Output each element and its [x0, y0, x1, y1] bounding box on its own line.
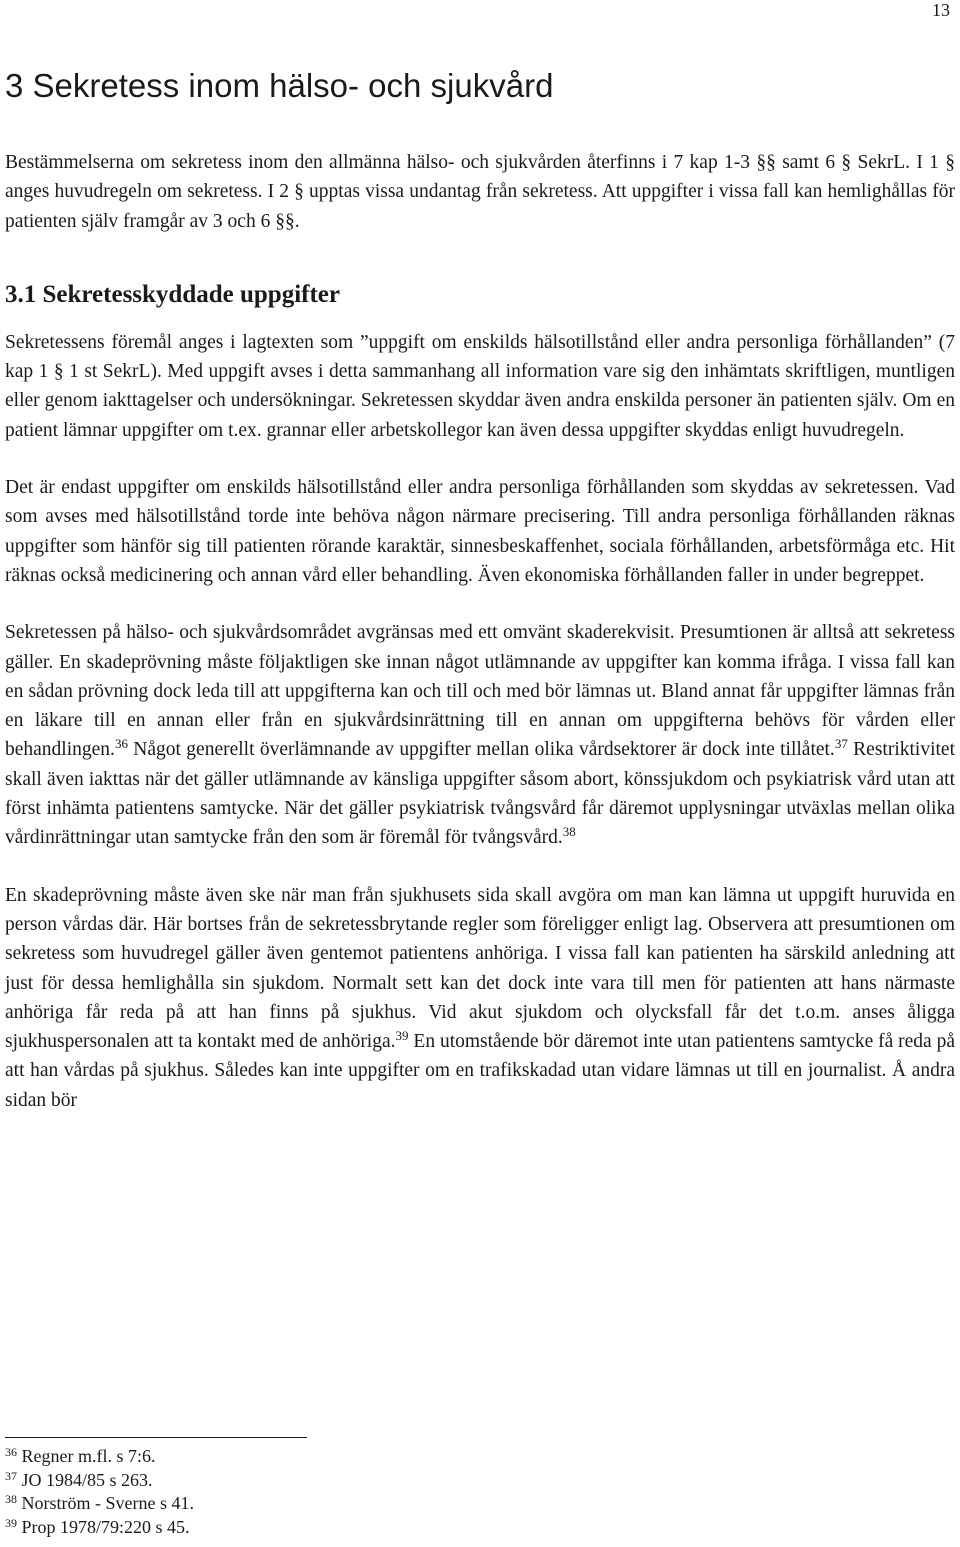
footnote-item	[5, 1516, 605, 1540]
intro-paragraph: Bestämmelserna om sekretess inom den allmänna hälso- och sjukvården återfinns i 7 kap 1-3 §§ samt 6 § SekrL. I 1 § anges huvudregeln om sekretess. I 2 § upptas vissa undantag från sekretess. Att uppgifter i vissa fall kan hemlighållas för patienten själv framgår av 3 och 6 §§.	[5, 152, 955, 232]
paragraph-4-text-b: En utomstående bör däremot inte utan patientens samtycke få reda på att han vårdas på sjukhus. Således kan inte uppgifter om en trafikskadad utan vidare lämnas ut till en journalist. Å andra sidan bör	[5, 1031, 955, 1111]
paragraph-3-text-a: Sekretessen på hälso- och sjukvårdsområdet avgränsas med ett omvänt skaderekvisit. Presumtionen är alltså att sekretess gäller. En skadeprövning måste följaktligen ske innan något utlämnande av uppgifter kan komma ifråga. I vissa fall kan en sådan prövning dock leda till att uppgifterna kan och till och med bör lämnas ut. Bland annat får uppgifter lämnas från en läkare till en annan eller från en sjukvårdsinrättning till en annan om uppgifterna behövs för vården eller behandlingen.	[5, 622, 955, 761]
section-heading: 3.1 Sekretesskyddade uppgifter	[5, 280, 340, 308]
paragraph-4	[5, 881, 955, 1115]
paragraph-1: Sekretessens föremål anges i lagtexten som ”uppgift om enskilds hälsotillstånd eller andra personliga förhållanden” (7 kap 1 § 1 st SekrL). Med uppgift avses i detta sammanhang all information vare sig den inhämtats skriftligen, muntligen eller genom iakttagelser och undersökningar. Sekretessen skyddar även andra enskilda personer än patienten själv. Om en patient lämnar uppgifter om t.ex. grannar eller arbetskollegor kan även dessa uppgifter skyddas enligt huvudregeln.	[5, 331, 955, 441]
footnote-text: JO 1984/85 s 263.	[21, 1469, 153, 1490]
paragraph-3	[5, 618, 955, 852]
paragraph-3-text-c: Restriktivitet skall även iakttas när det gäller utlämnande av känsliga uppgifter såsom abort, könssjukdom och psykiatrisk vård utan att först inhämta patientens samtycke. När det gäller psykiatrisk tvångsvård får däremot upplysningar utväxlas mellan olika vårdinrättningar utan samtycke från den som är föremål för tvångsvård.	[5, 739, 955, 849]
footnote-divider	[5, 1437, 307, 1438]
paragraph-3-text-b: Något generellt överlämnande av uppgifter mellan olika vårdsektorer är dock inte tillåtet.	[127, 739, 835, 761]
footnote-number: 38	[5, 1492, 17, 1506]
footnote-number: 37	[5, 1468, 17, 1483]
footnote-text: Norström - Sverne s 41.	[21, 1493, 194, 1513]
page-number: 13	[932, 0, 950, 20]
footnote-text: Prop 1978/79:220 s 45.	[21, 1516, 190, 1537]
footnote-ref-39[interactable]: 39	[395, 1028, 409, 1044]
footnote-ref-38[interactable]: 38	[562, 824, 576, 840]
paragraph-4-text-a: En skadeprövning måste även ske när man från sjukhusets sida skall avgöra om man kan lämna ut uppgift huruvida en person vårdas där. Här bortses från de sekretessbrytande regler som föreligger enligt lag. Observera att presumtionen om sekretess som huvudregel gäller även gentemot patientens anhöriga. I vissa fall kan patienten ha särskild anledning att just för dessa hemlighålla sin sjukdom. Normalt sett kan det dock inte vara till men för patienten att hans närmaste anhöriga får reda på att han finns på sjukhus. Vid akut sjukdom och olycksfall får det t.o.m. anses åligga sjukhuspersonalen att ta kontakt med de anhöriga.	[5, 884, 955, 1053]
footnote-ref-37[interactable]: 37	[834, 736, 848, 752]
paragraph-2: Det är endast uppgifter om enskilds hälsotillstånd eller andra personliga förhållanden som skyddas av sekretessen. Vad som avses med hälsotillstånd torde inte behöva någon närmare precisering. Till andra personliga förhållanden räknas uppgifter som hänför sig till patienten rörande karaktär, sinnesbeskaffenhet, sociala förhållanden, arbetsförmåga etc. Hit räknas också medicinering och annan vård eller behandling. Även ekonomiska förhållanden faller in under begreppet.	[5, 477, 955, 586]
footnotes	[5, 1445, 605, 1539]
footnote-number: 36	[5, 1445, 17, 1459]
footnote-text: Regner m.fl. s 7:6.	[21, 1446, 156, 1466]
footnote-item	[5, 1469, 605, 1493]
document-body	[5, 66, 955, 1143]
chapter-title: 3 Sekretess inom hälso- och sjukvård	[5, 67, 554, 104]
footnote-number: 39	[5, 1515, 17, 1530]
footnote-ref-36[interactable]: 36	[114, 736, 128, 752]
footnote-item	[5, 1492, 605, 1516]
footnote-item	[5, 1445, 605, 1469]
